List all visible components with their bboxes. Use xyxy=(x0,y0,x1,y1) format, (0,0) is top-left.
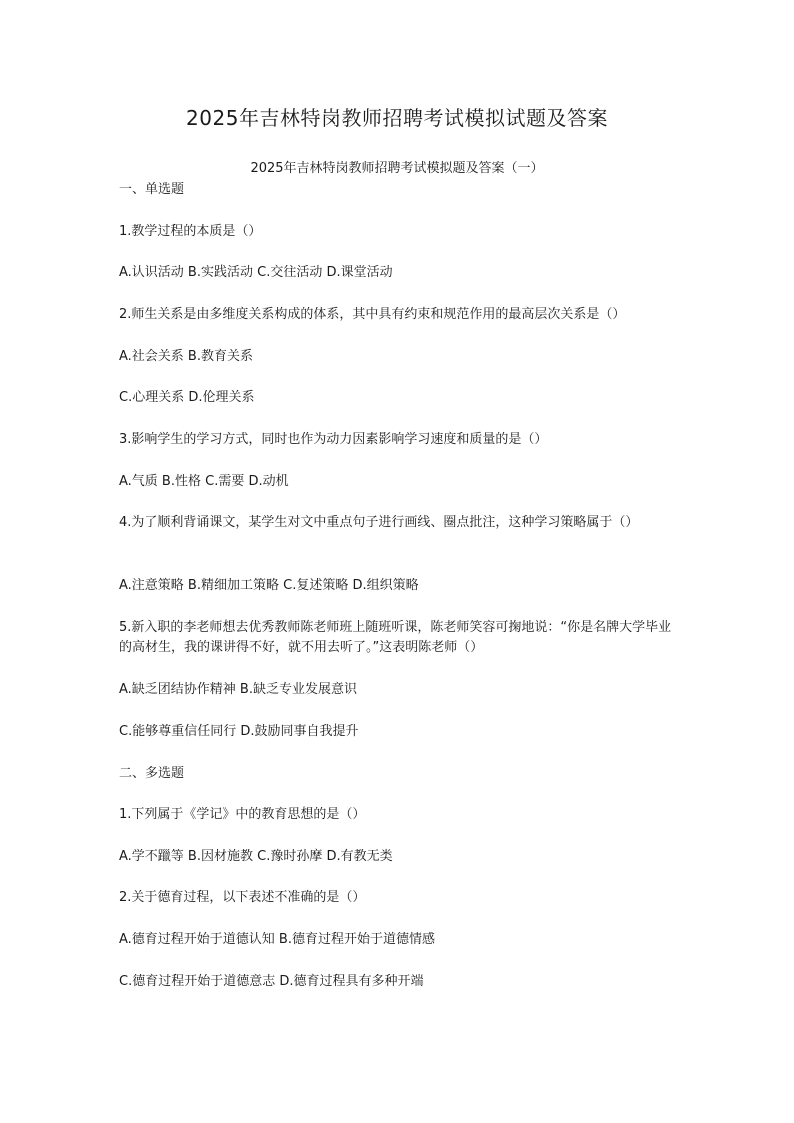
section-heading-multiple-choice: 二、多选题 xyxy=(119,766,185,781)
question-5-options-cd: C.能够尊重信任同行 D.鼓励同事自我提升 xyxy=(119,724,359,739)
question-3-options: A.气质 B.性格 C.需要 D.动机 xyxy=(119,474,289,489)
question-2-options-ab: A.社会关系 B.教育关系 xyxy=(119,349,253,364)
multi-question-1-options: A.学不躐等 B.因材施教 C.豫时孙摩 D.有教无类 xyxy=(119,849,393,864)
question-1: 1.教学过程的本质是（） xyxy=(119,224,262,239)
question-5-options-ab: A.缺乏团结协作精神 B.缺乏专业发展意识 xyxy=(119,682,357,697)
multi-question-2: 2.关于德育过程，以下表述不准确的是（） xyxy=(119,890,366,905)
multi-question-1: 1.下列属于《学记》中的教育思想的是（） xyxy=(119,807,366,822)
document-title: 2025年吉林特岗教师招聘考试模拟试题及答案 xyxy=(186,106,608,130)
question-4: 4.为了顺利背诵课文，某学生对文中重点句子进行画线、圈点批注，这种学习策略属于（） xyxy=(119,515,639,530)
multi-question-2-options-cd: C.德育过程开始于道德意志 D.德育过程具有多种开端 xyxy=(119,974,424,989)
question-1-options: A.认识活动 B.实践活动 C.交往活动 D.课堂活动 xyxy=(119,265,393,280)
section-heading-single-choice: 一、单选题 xyxy=(119,182,185,197)
question-5: 5.新入职的李老师想去优秀教师陈老师班上随班听课，陈老师笑容可掬地说：“你是名牌大学毕业的高材生，我的课讲得不好，就不用去听了。”这表明陈老师（） xyxy=(119,620,672,655)
question-2: 2.师生关系是由多维度关系构成的体系，其中具有约束和规范作用的最高层次关系是（） xyxy=(119,307,626,322)
multi-question-2-options-ab: A.德育过程开始于道德认知 B.德育过程开始于道德情感 xyxy=(119,932,435,947)
question-2-options-cd: C.心理关系 D.伦理关系 xyxy=(119,390,255,405)
question-4-options: A.注意策略 B.精细加工策略 C.复述策略 D.组织策略 xyxy=(119,578,419,593)
question-3: 3.影响学生的学习方式，同时也作为动力因素影响学习速度和质量的是（） xyxy=(119,432,548,447)
document-subtitle: 2025年吉林特岗教师招聘考试模拟题及答案（一） xyxy=(250,161,544,176)
